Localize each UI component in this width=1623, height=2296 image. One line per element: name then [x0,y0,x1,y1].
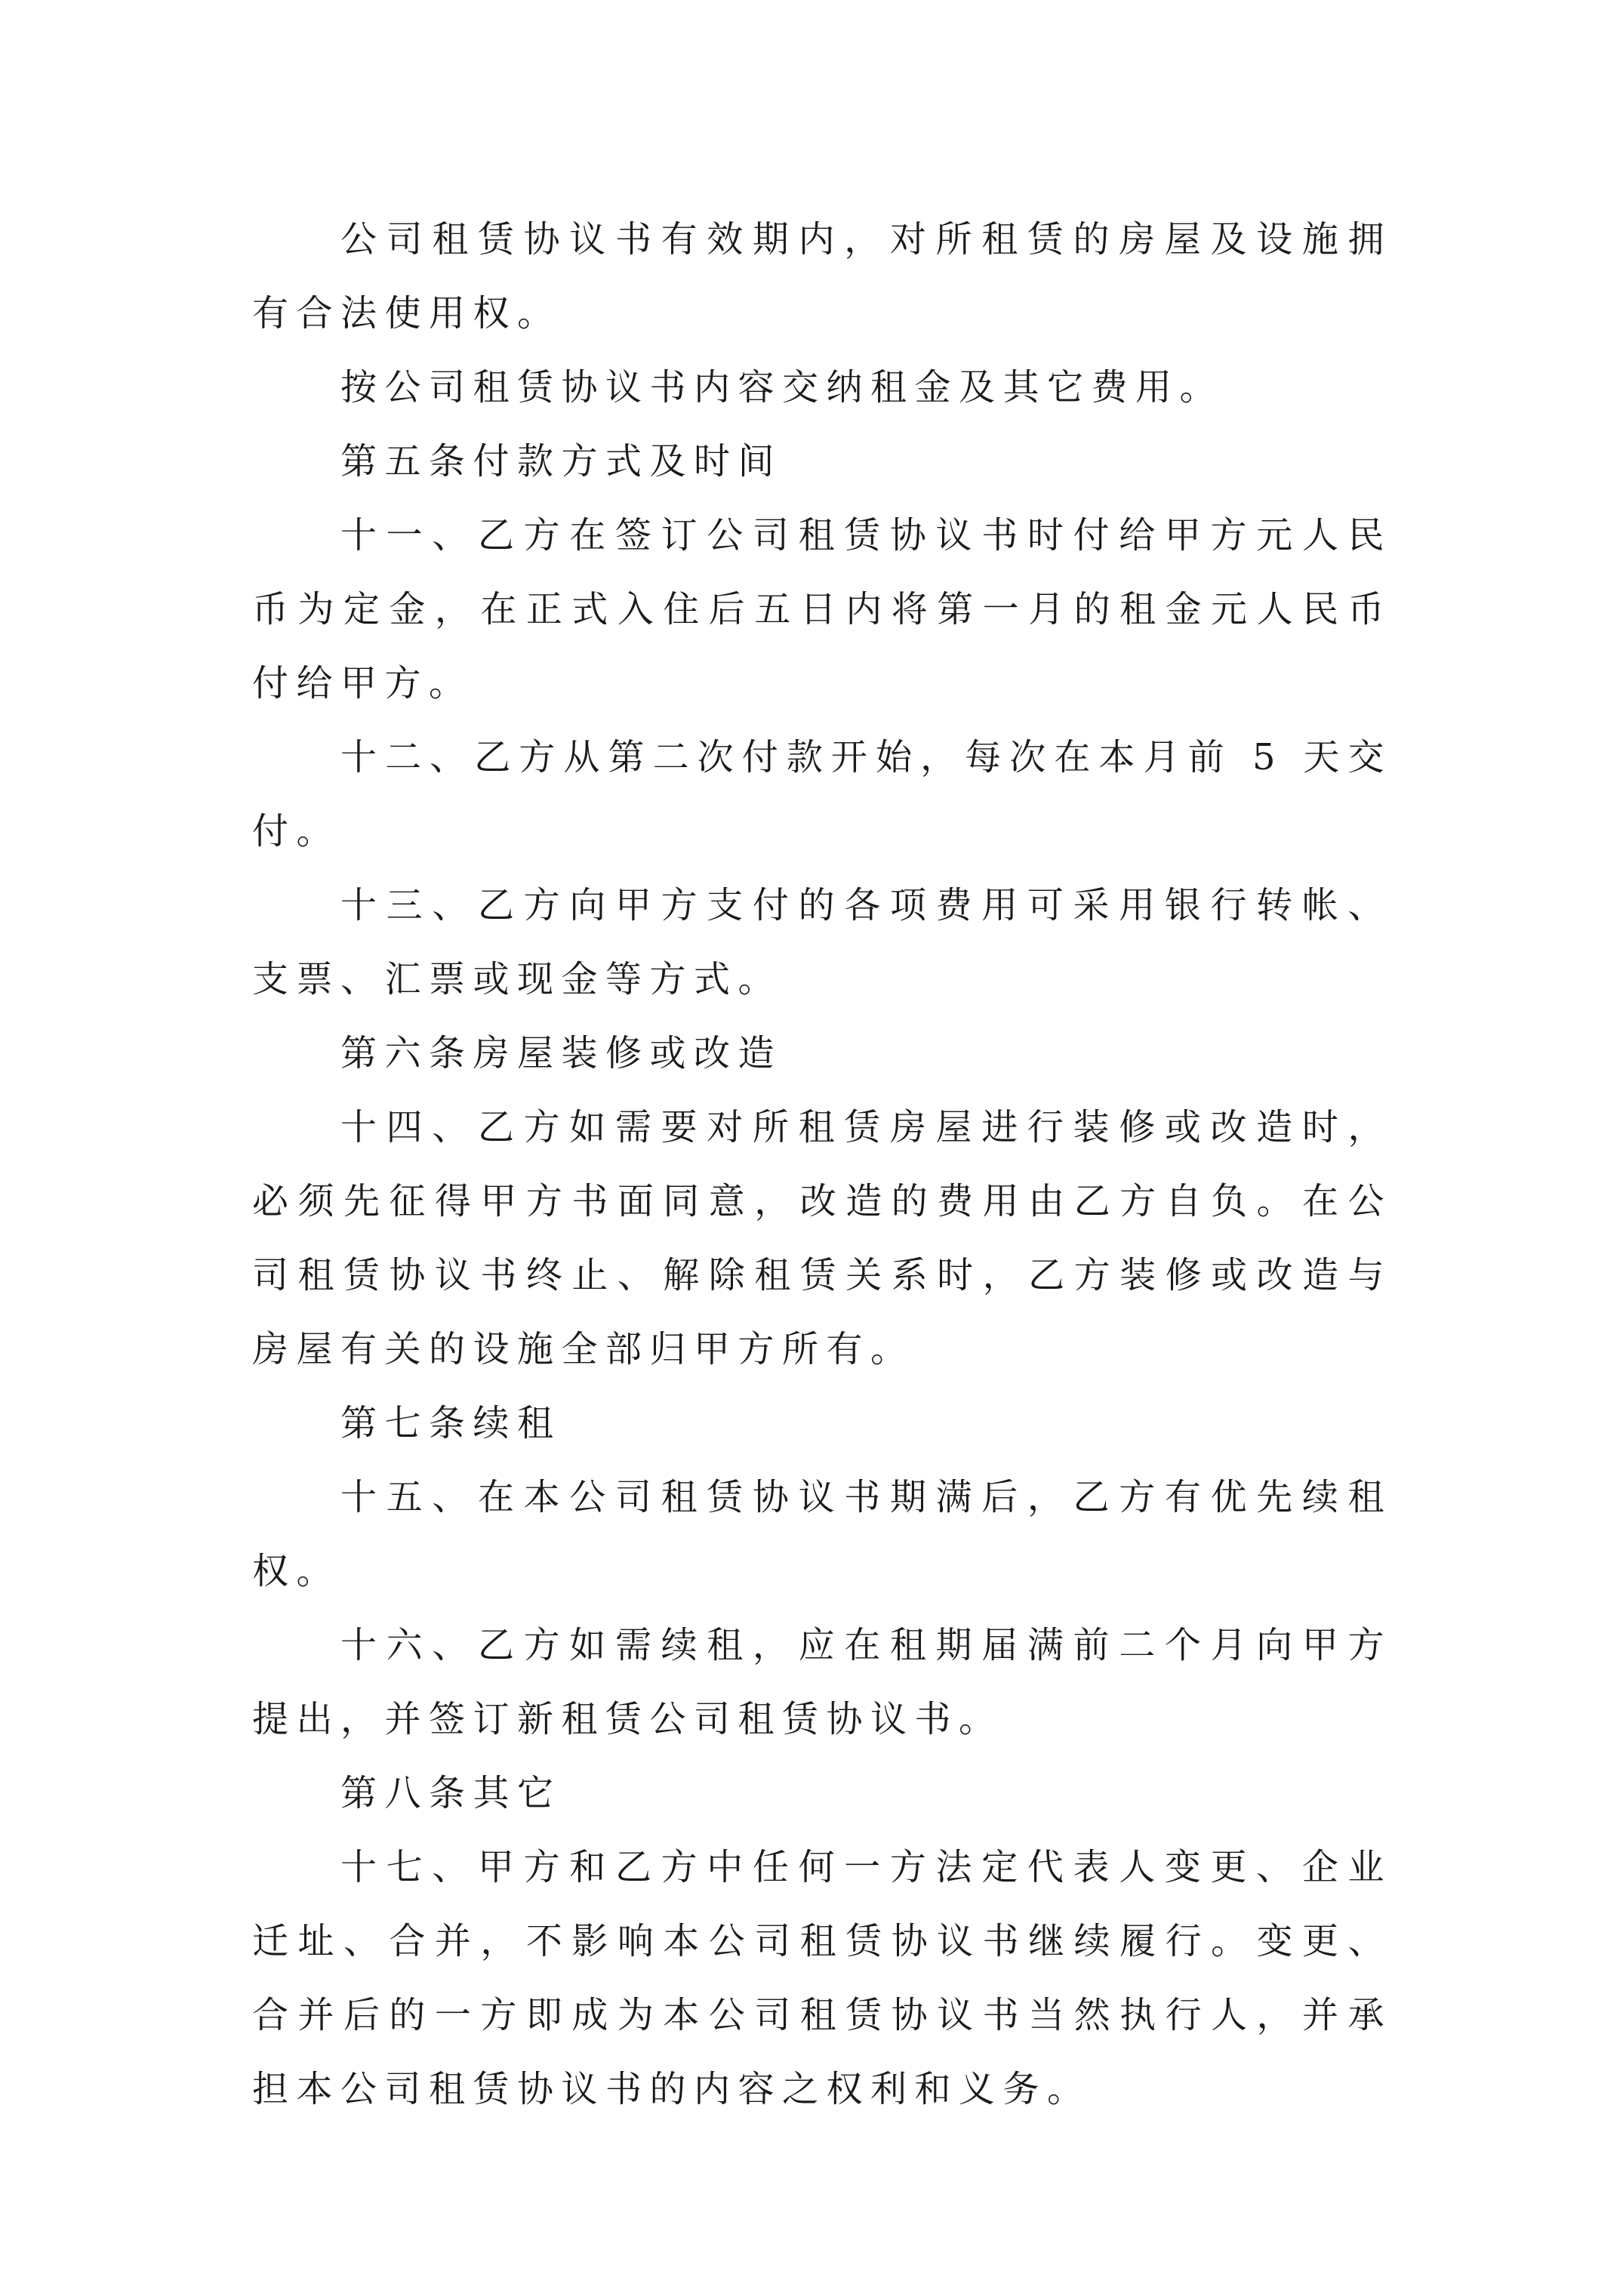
clause-12: 十二、乙方从第二次付款开始，每次在本月前 5 天交付。 [252,736,1392,852]
clause-17: 十七、甲方和乙方中任何一方法定代表人变更、企业迁址、合并，不影响本公司租赁协议书继续履行。变更、合并后的一方即成为本公司租赁协议书当然执行人，并承担本公司租赁协议书的内容之权利和义务。 [252,1846,1392,2110]
clause-11: 十一、乙方在签订公司租赁协议书时付给甲方元人民币为定金，在正式入住后五日内将第一月的租金元人民币付给甲方。 [252,514,1392,704]
clause-14: 十四、乙方如需要对所租赁房屋进行装修或改造时，必须先征得甲方书面同意，改造的费用由乙方自负。在公司租赁协议书终止、解除租赁关系时，乙方装修或改造与房屋有关的设施全部归甲方所有。 [252,1106,1392,1370]
clause-15: 十五、在本公司租赁协议书期满后，乙方有优先续租权。 [252,1476,1392,1592]
paragraph-rights: 公司租赁协议书有效期内，对所租赁的房屋及设施拥有合法使用权。 [252,218,1392,334]
section-heading-article-5: 第五条付款方式及时间 [340,440,783,482]
paragraph-rent-payment: 按公司租赁协议书内容交纳租金及其它费用。 [340,366,1224,408]
clause-16: 十六、乙方如需续租，应在租期届满前二个月向甲方提出，并签订新租赁公司租赁协议书。 [252,1624,1392,1740]
section-heading-article-6: 第六条房屋装修或改造 [340,1032,783,1074]
document-body [252,202,1392,2126]
section-heading-article-7: 第七条续租 [340,1402,562,1444]
clause-13: 十三、乙方向甲方支付的各项费用可采用银行转帐、支票、汇票或现金等方式。 [252,884,1392,1000]
section-heading-article-8: 第八条其它 [340,1772,562,1814]
